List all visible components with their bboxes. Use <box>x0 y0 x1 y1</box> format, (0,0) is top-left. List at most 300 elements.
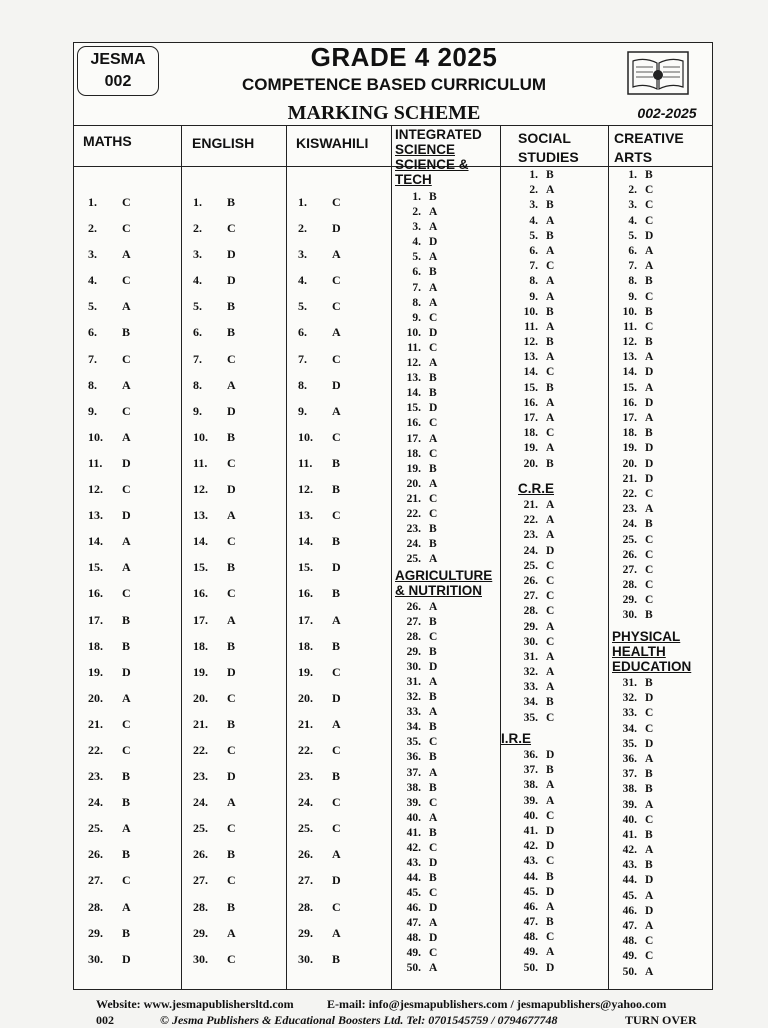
answer-letter: B <box>122 795 131 810</box>
phe-heading-line: HEALTH <box>612 644 666 659</box>
answer-row <box>298 293 341 319</box>
answer-letter: D <box>227 247 236 262</box>
answer-letter: C <box>122 195 131 209</box>
answer-letter: B <box>227 299 236 314</box>
question-number: 11. <box>298 455 313 470</box>
answer-letter: D <box>429 856 438 869</box>
science-tech-answers <box>395 190 437 567</box>
question-number: 48. <box>406 932 421 945</box>
answer-row <box>611 949 653 964</box>
answer-letter: C <box>227 534 236 549</box>
answer-row <box>611 472 653 487</box>
question-number: 7. <box>628 260 637 273</box>
answer-row <box>298 894 341 920</box>
answer-letter: A <box>645 889 654 902</box>
answer-letter: B <box>645 828 653 841</box>
answer-letter: C <box>332 195 341 209</box>
answer-letter: C <box>122 403 131 418</box>
question-number: 45. <box>523 885 538 898</box>
answer-letter: A <box>645 965 654 978</box>
answer-row <box>512 885 554 900</box>
question-number: 49. <box>523 946 538 959</box>
answer-row <box>512 695 554 710</box>
ire-section-heading: I.R.E <box>501 731 532 746</box>
answer-letter: C <box>645 487 654 500</box>
question-number: 7. <box>412 281 421 294</box>
question-number: 20. <box>88 690 103 705</box>
answer-row <box>512 604 554 619</box>
header-divider <box>74 125 712 126</box>
question-number: 7. <box>529 260 538 273</box>
answer-row <box>88 867 131 893</box>
answer-row <box>512 274 554 289</box>
answer-letter: D <box>645 442 654 455</box>
question-number: 15. <box>622 381 637 394</box>
answer-letter: B <box>429 751 437 764</box>
answer-row <box>512 214 554 229</box>
question-number: 9. <box>88 403 97 418</box>
paper-code: 002-2025 <box>637 105 697 121</box>
question-number: 38. <box>406 781 421 794</box>
answer-letter: C <box>546 809 555 822</box>
answer-row <box>395 341 437 356</box>
answer-letter: A <box>227 795 236 810</box>
question-number: 44. <box>406 871 421 884</box>
question-number: 12. <box>193 482 208 497</box>
question-number: 29. <box>193 925 208 940</box>
answer-letter: B <box>227 325 236 340</box>
answer-row <box>512 961 554 976</box>
answer-row <box>512 198 554 213</box>
question-number: 2. <box>193 221 202 236</box>
answer-letter: D <box>546 961 555 974</box>
answer-row <box>298 372 341 398</box>
question-number: 27. <box>298 873 313 888</box>
question-number: 2. <box>529 184 538 197</box>
answer-row <box>611 722 653 737</box>
question-number: 14. <box>298 534 313 549</box>
question-number: 5. <box>193 299 202 314</box>
answer-row <box>88 633 131 659</box>
answer-row <box>512 809 554 824</box>
phe-section-heading <box>612 629 691 674</box>
question-number: 29. <box>523 620 538 633</box>
answer-letter: A <box>429 766 438 779</box>
answer-letter: D <box>227 769 236 784</box>
marking-scheme-heading: MARKING SCHEME <box>287 102 481 124</box>
question-number: 16. <box>523 396 538 409</box>
answer-row <box>611 843 653 858</box>
answer-row <box>395 705 437 720</box>
question-number: 14. <box>523 366 538 379</box>
question-number: 22. <box>622 487 637 500</box>
answer-row <box>298 633 341 659</box>
badge-number: 002 <box>104 73 132 90</box>
answer-letter: D <box>546 749 555 761</box>
answer-letter: B <box>645 336 653 349</box>
answer-row <box>88 398 131 424</box>
answer-letter: C <box>645 813 654 826</box>
answer-letter: C <box>332 429 341 444</box>
answer-row <box>298 424 341 450</box>
question-number: 23. <box>406 523 421 536</box>
answer-letter: C <box>645 533 654 546</box>
agri-heading-line: AGRICULTURE <box>395 568 493 583</box>
answer-row <box>193 346 236 372</box>
answer-letter: C <box>429 507 438 520</box>
answer-letter: B <box>429 826 437 839</box>
question-number: 27. <box>622 563 637 576</box>
answer-row <box>512 635 554 650</box>
answer-letter: A <box>546 681 555 694</box>
question-number: 14. <box>622 366 637 379</box>
answer-row <box>611 168 653 183</box>
answer-letter: C <box>332 299 341 314</box>
answer-letter: B <box>122 612 131 627</box>
answer-row <box>298 685 341 711</box>
answer-letter: A <box>122 899 131 914</box>
english-column-header: ENGLISH <box>192 135 255 151</box>
answer-row <box>88 789 131 815</box>
answer-letter: B <box>332 638 341 653</box>
answer-letter: C <box>546 559 555 572</box>
question-number: 13. <box>622 351 637 364</box>
answer-letter: B <box>645 783 653 796</box>
question-number: 19. <box>406 462 421 475</box>
answer-letter: B <box>429 372 437 385</box>
answer-letter: A <box>332 403 341 418</box>
answer-row <box>512 528 554 543</box>
answer-letter: C <box>645 950 654 963</box>
answer-row <box>88 346 131 372</box>
answer-letter: C <box>227 951 236 966</box>
question-number: 46. <box>523 900 538 913</box>
answer-row <box>611 441 653 456</box>
answer-row <box>395 537 437 552</box>
answer-letter: A <box>546 412 555 424</box>
answer-letter: D <box>332 873 341 888</box>
question-number: 32. <box>523 666 538 679</box>
answer-letter: A <box>546 275 555 288</box>
answer-letter: D <box>227 403 236 418</box>
answer-letter: A <box>227 377 236 392</box>
answer-row <box>88 711 131 737</box>
question-number: 16. <box>622 396 637 409</box>
answer-letter: A <box>429 916 438 929</box>
question-number: 8. <box>412 296 421 309</box>
answer-row <box>395 720 437 735</box>
answer-row <box>512 381 554 396</box>
answer-row <box>512 794 554 809</box>
kiswahili-column-header: KISWAHILI <box>296 135 369 151</box>
question-number: 21. <box>298 716 313 731</box>
question-number: 11. <box>407 341 421 354</box>
answer-row <box>88 528 131 554</box>
question-number: 7. <box>193 351 202 366</box>
answer-letter: A <box>429 206 438 219</box>
question-number: 4. <box>298 273 307 288</box>
question-number: 6. <box>529 244 538 257</box>
question-number: 32. <box>622 692 637 705</box>
answer-row <box>298 241 341 267</box>
answer-row <box>512 183 554 198</box>
answer-row <box>611 919 653 934</box>
creative-header-line: CREATIVE <box>614 130 684 146</box>
footer-copyright: © Jesma Publishers & Educational Boosters Ltd. Tel: 0701545759 / 0794677748 <box>160 1013 558 1027</box>
answer-row <box>611 533 653 548</box>
question-number: 29. <box>88 925 103 940</box>
question-number: 47. <box>406 916 421 929</box>
answer-row <box>395 766 437 781</box>
answer-letter: A <box>645 244 654 257</box>
answer-letter: C <box>332 795 341 810</box>
answer-row <box>611 889 653 904</box>
question-number: 22. <box>406 507 421 520</box>
answer-letter: C <box>429 886 438 899</box>
answer-row <box>611 274 653 289</box>
answer-row <box>193 867 236 893</box>
question-number: 29. <box>406 646 421 659</box>
question-number: 27. <box>88 873 103 888</box>
answer-letter: C <box>122 716 131 731</box>
question-number: 4. <box>529 214 538 227</box>
question-number: 6. <box>628 244 637 257</box>
answer-row <box>193 946 236 972</box>
answer-letter: A <box>645 503 654 516</box>
answer-row <box>193 293 236 319</box>
maths-column-header: MATHS <box>83 133 132 149</box>
question-number: 2. <box>298 221 307 236</box>
answer-row <box>611 244 653 259</box>
answer-row <box>193 580 236 606</box>
question-number: 10. <box>622 305 637 318</box>
question-number: 31. <box>523 650 538 663</box>
answer-row <box>395 675 437 690</box>
question-number: 24. <box>523 544 538 557</box>
answer-row <box>611 426 653 441</box>
answer-letter: D <box>332 377 341 392</box>
answer-row <box>395 735 437 750</box>
answer-letter: A <box>546 320 555 333</box>
answer-row <box>395 552 437 567</box>
answer-row <box>395 447 437 462</box>
answer-row <box>298 450 341 476</box>
answer-row <box>395 630 437 645</box>
answer-letter: A <box>546 779 555 792</box>
answer-letter: C <box>546 427 555 440</box>
answer-row <box>512 915 554 930</box>
answer-letter: B <box>546 336 554 349</box>
answer-letter: B <box>546 381 554 394</box>
answer-row <box>611 782 653 797</box>
question-number: 1. <box>412 191 421 203</box>
question-number: 25. <box>298 821 313 836</box>
answer-row <box>298 711 341 737</box>
answer-letter: B <box>227 899 236 914</box>
question-number: 39. <box>406 796 421 809</box>
answer-row <box>512 680 554 695</box>
question-number: 18. <box>622 427 637 440</box>
answer-letter: C <box>227 873 236 888</box>
question-number: 34. <box>523 696 538 709</box>
question-number: 40. <box>406 811 421 824</box>
answer-letter: A <box>332 847 341 862</box>
answer-row <box>88 267 131 293</box>
open-book-logo-icon <box>627 51 689 95</box>
answer-row <box>395 205 437 220</box>
answer-letter: C <box>227 455 236 470</box>
answer-letter: D <box>645 366 654 379</box>
answer-letter: A <box>645 260 654 273</box>
question-number: 44. <box>622 874 637 887</box>
answer-row <box>88 580 131 606</box>
question-number: 15. <box>88 560 103 575</box>
answer-letter: A <box>429 477 438 490</box>
question-number: 17. <box>622 412 637 424</box>
answer-letter: A <box>546 351 555 364</box>
question-number: 15. <box>298 560 313 575</box>
question-number: 22. <box>88 742 103 757</box>
answer-letter: A <box>546 290 555 303</box>
question-number: 24. <box>88 795 103 810</box>
social-studies-answers <box>512 168 554 472</box>
question-number: 9. <box>193 403 202 418</box>
answer-row <box>193 763 236 789</box>
answer-letter: B <box>645 169 653 181</box>
question-number: 25. <box>193 821 208 836</box>
answer-row <box>611 934 653 949</box>
answer-row <box>298 346 341 372</box>
answer-row <box>395 326 437 341</box>
answer-row <box>512 396 554 411</box>
answer-letter: C <box>122 873 131 888</box>
answer-letter: C <box>332 899 341 914</box>
question-number: 12. <box>523 336 538 349</box>
agriculture-section-heading <box>395 568 492 598</box>
question-number: 28. <box>523 605 538 618</box>
answer-row <box>395 886 437 901</box>
question-number: 13. <box>523 351 538 364</box>
answer-row <box>298 580 341 606</box>
question-number: 30. <box>406 661 421 674</box>
answer-letter: B <box>645 609 653 622</box>
answer-row <box>512 748 554 763</box>
answer-letter: A <box>332 716 341 731</box>
answer-row <box>611 214 653 229</box>
question-number: 24. <box>406 538 421 551</box>
answer-letter: C <box>227 821 236 836</box>
answer-letter: A <box>429 601 438 613</box>
question-number: 16. <box>406 417 421 430</box>
answer-row <box>193 841 236 867</box>
answer-row <box>395 600 437 615</box>
answer-row <box>611 320 653 335</box>
answer-letter: A <box>429 296 438 309</box>
answer-letter: C <box>122 742 131 757</box>
answer-row <box>298 815 341 841</box>
answer-row <box>298 841 341 867</box>
question-number: 19. <box>298 664 313 679</box>
question-number: 1. <box>628 169 637 181</box>
question-number: 21. <box>523 499 538 511</box>
answer-letter: D <box>227 664 236 679</box>
answer-row <box>395 432 437 447</box>
question-number: 37. <box>406 766 421 779</box>
question-number: 4. <box>628 214 637 227</box>
question-number: 10. <box>193 429 208 444</box>
answer-letter: A <box>546 529 555 542</box>
question-number: 33. <box>406 706 421 719</box>
answer-letter: D <box>332 560 341 575</box>
creative-header-line: ARTS <box>614 149 653 165</box>
answer-row <box>193 554 236 580</box>
answer-row <box>611 198 653 213</box>
question-number: 25. <box>523 559 538 572</box>
question-number: 12. <box>622 336 637 349</box>
answer-row <box>193 659 236 685</box>
answer-letter: A <box>227 612 236 627</box>
answer-row <box>395 296 437 311</box>
question-number: 19. <box>622 442 637 455</box>
answer-letter: A <box>429 281 438 294</box>
phe-answers <box>611 676 653 980</box>
answer-row <box>298 659 341 685</box>
answer-letter: C <box>645 214 654 227</box>
answer-letter: B <box>546 199 554 212</box>
question-number: 22. <box>193 742 208 757</box>
question-number: 24. <box>193 795 208 810</box>
question-number: 6. <box>298 325 307 340</box>
answer-row <box>611 858 653 873</box>
question-number: 29. <box>298 925 313 940</box>
answer-letter: A <box>546 620 555 633</box>
answer-row <box>512 365 554 380</box>
column-divider <box>391 125 392 989</box>
answer-letter: A <box>546 794 555 807</box>
answer-letter: D <box>227 482 236 497</box>
answer-row <box>611 767 653 782</box>
question-number: 39. <box>622 798 637 811</box>
question-number: 10. <box>406 326 421 339</box>
question-number: 26. <box>523 574 538 587</box>
answer-row <box>611 335 653 350</box>
answer-letter: B <box>645 859 653 872</box>
question-number: 43. <box>523 855 538 868</box>
question-number: 17. <box>523 412 538 424</box>
phe-heading-line: PHYSICAL <box>612 629 681 644</box>
answer-letter: A <box>546 184 555 197</box>
question-number: 14. <box>88 534 103 549</box>
question-number: 25. <box>88 821 103 836</box>
question-number: 18. <box>88 638 103 653</box>
answer-letter: C <box>332 821 341 836</box>
question-number: 23. <box>523 529 538 542</box>
question-number: 30. <box>523 635 538 648</box>
question-number: 10. <box>88 429 103 444</box>
answer-letter: C <box>546 931 555 944</box>
answer-letter: C <box>332 273 341 288</box>
question-number: 41. <box>622 828 637 841</box>
answer-letter: C <box>429 947 438 960</box>
answer-letter: C <box>227 586 236 601</box>
question-number: 40. <box>622 813 637 826</box>
question-number: 17. <box>88 612 103 627</box>
footer-turn-over: TURN OVER <box>625 1013 697 1027</box>
question-number: 22. <box>523 514 538 527</box>
question-number: 50. <box>406 962 421 975</box>
answer-row <box>395 492 437 507</box>
answer-letter: C <box>429 796 438 809</box>
